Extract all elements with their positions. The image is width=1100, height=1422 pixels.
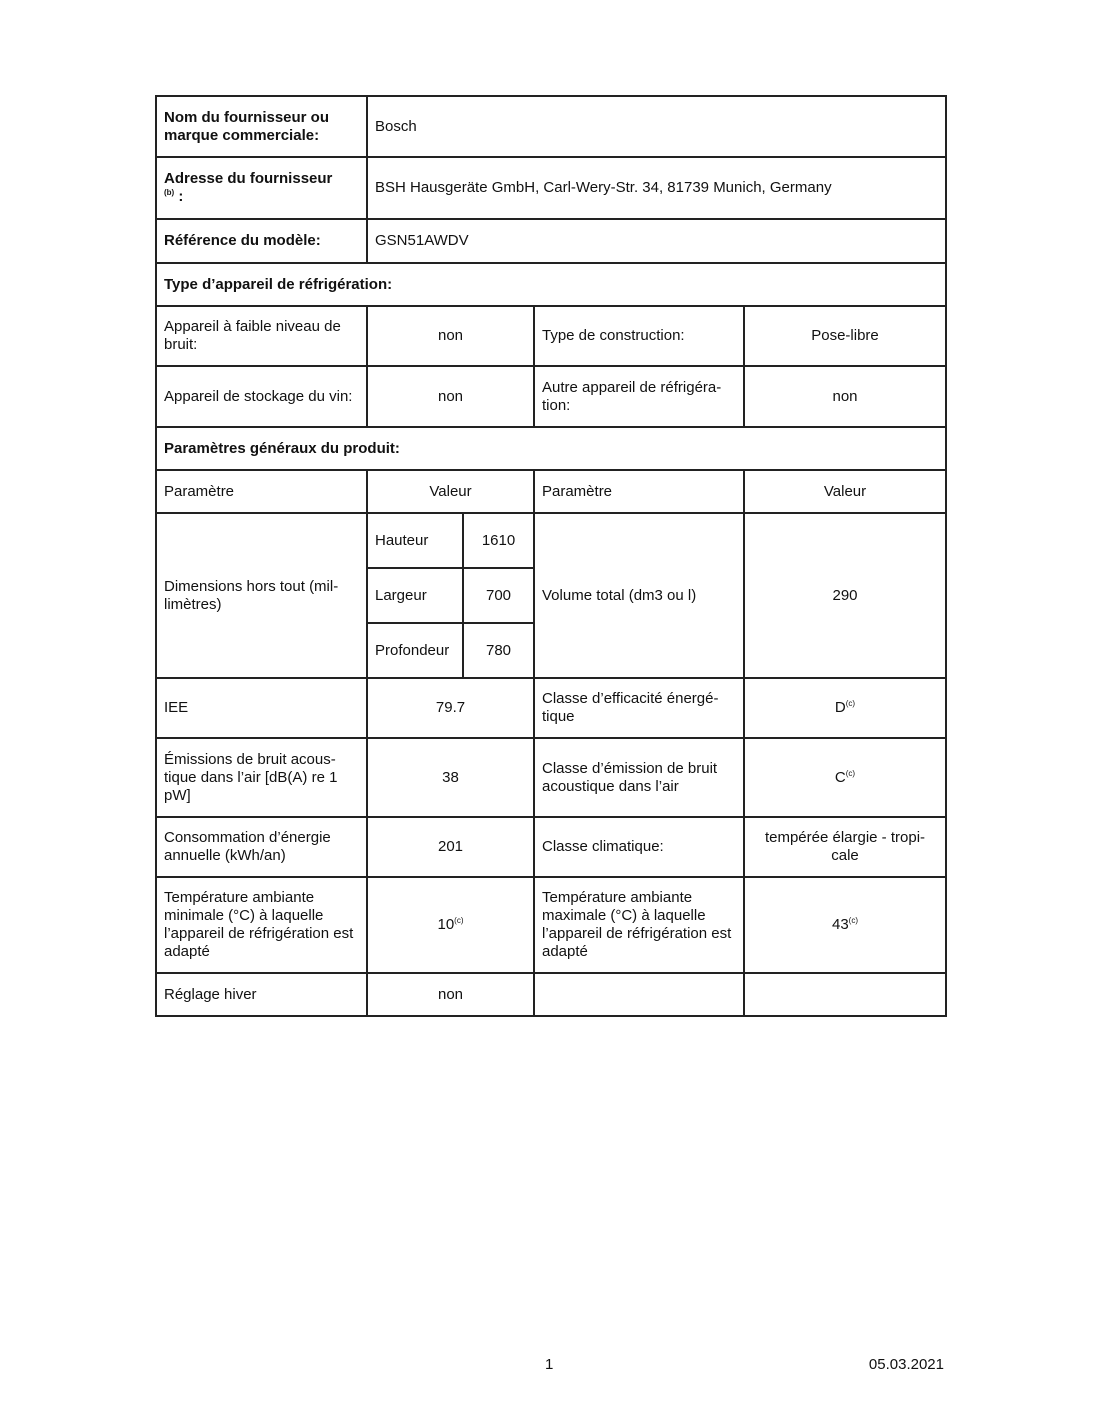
supplier-address-colon: : [178, 188, 184, 205]
eei-value: 79.7 [367, 678, 534, 738]
noise-emission-value: 38 [367, 738, 534, 817]
other-appliance-value: non [744, 366, 946, 427]
supplier-address-label [156, 157, 367, 219]
energy-class-cell [744, 678, 946, 738]
model-reference-value: GSN51AWDV [367, 219, 946, 263]
min-temperature-label: Température ambiante minimale (°C) à laquelle l’appareil de réfrigération est adapté [156, 877, 367, 973]
total-volume-label: Volume total (dm3 ou l) [534, 513, 744, 678]
energy-consumption-value: 201 [367, 817, 534, 877]
low-noise-value: non [367, 306, 534, 366]
column-header-value-2: Valeur [744, 470, 946, 513]
supplier-name-value: Bosch [367, 96, 946, 157]
empty-cell [534, 973, 744, 1016]
eei-label: IEE [156, 678, 367, 738]
footnote-c: (c) [454, 916, 464, 925]
max-temperature-value: 43 [831, 916, 849, 933]
total-volume-value: 290 [744, 513, 946, 678]
product-information-sheet [155, 95, 947, 1017]
dimensions-label: Dimensions hors tout (mil-limètres) [156, 513, 367, 678]
depth-label: Profondeur [368, 623, 463, 677]
supplier-address-value: BSH Hausgeräte GmbH, Carl-Wery-Str. 34, 81739 Munich, Germany [367, 157, 946, 219]
noise-class-value: C [834, 768, 846, 786]
width-value: 700 [463, 568, 533, 623]
winter-setting-label: Réglage hiver [156, 973, 367, 1016]
footnote-c: (c) [845, 768, 856, 778]
energy-consumption-label: Consommation d’énergie annuelle (kWh/an) [156, 817, 367, 877]
appliance-type-heading: Type d’appareil de réfrigération: [156, 263, 946, 306]
footnote-c: (c) [845, 699, 856, 708]
supplier-address-label-text: Adresse du fournisseur [164, 170, 333, 187]
max-temperature-cell [744, 877, 946, 973]
dimensions-values [367, 513, 534, 678]
climate-class-label: Classe climatique: [534, 817, 744, 877]
supplier-name-label: Nom du fournisseur ou marque commerciale: [156, 96, 367, 157]
winter-setting-value: non [367, 973, 534, 1016]
empty-cell [744, 973, 946, 1016]
energy-class-label: Classe d’efficacité énergé-tique [534, 678, 744, 738]
noise-emission-label: Émissions de bruit acous-tique dans l’air [dB(A) re 1 pW] [156, 738, 367, 817]
document-date: 05.03.2021 [868, 1356, 944, 1373]
min-temperature-cell [367, 877, 534, 973]
construction-type-label: Type de construction: [534, 306, 744, 366]
footnote-b: (b) [164, 188, 175, 197]
other-appliance-label: Autre appareil de réfrigéra-tion: [534, 366, 744, 427]
footnote-c: (c) [848, 916, 858, 925]
energy-class-value: D [834, 699, 846, 716]
height-value: 1610 [463, 514, 533, 568]
column-header-parameter: Paramètre [156, 470, 367, 513]
depth-value: 780 [463, 623, 533, 677]
low-noise-label: Appareil à faible niveau de bruit: [156, 306, 367, 366]
min-temperature-value: 10 [437, 916, 455, 933]
noise-class-cell [744, 738, 946, 817]
height-label: Hauteur [375, 531, 429, 549]
noise-class-label: Classe d’émission de bruit acoustique dans l’air [534, 738, 744, 817]
climate-class-value: tempérée élargie - tropi-cale [744, 817, 946, 877]
column-header-value: Valeur [367, 470, 534, 513]
page-number: 1 [545, 1356, 554, 1373]
model-reference-label: Référence du modèle: [156, 219, 367, 263]
wine-storage-value: non [367, 366, 534, 427]
column-header-parameter-2: Paramètre [534, 470, 744, 513]
general-parameters-heading: Paramètres généraux du produit: [156, 427, 946, 470]
construction-type-value: Pose-libre [744, 306, 946, 366]
max-temperature-label: Température ambiante maximale (°C) à laquelle l’appareil de réfrigération est adapté [534, 877, 744, 973]
wine-storage-label: Appareil de stockage du vin: [156, 366, 367, 427]
width-label: Largeur [368, 568, 463, 623]
